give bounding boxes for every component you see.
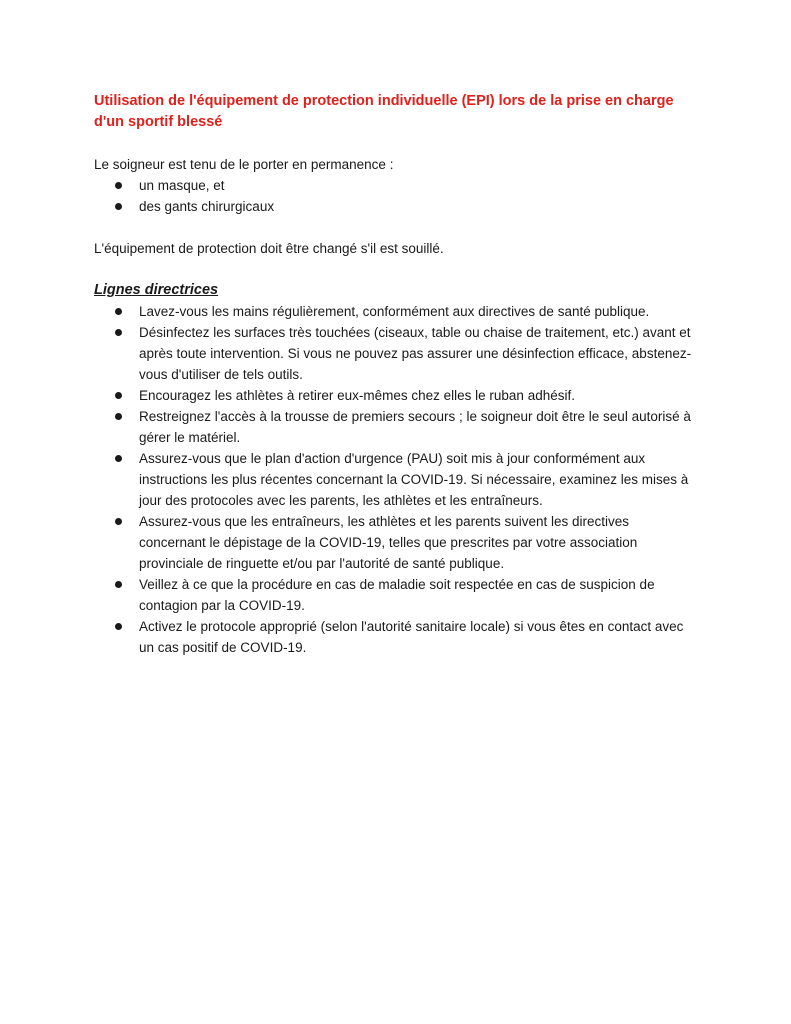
list-item xyxy=(94,385,694,406)
list-item-text: Encouragez les athlètes à retirer eux-mêmes chez elles le ruban adhésif. xyxy=(139,388,575,403)
bullet-icon xyxy=(115,203,122,210)
list-item xyxy=(94,322,694,385)
bullet-icon xyxy=(115,392,122,399)
bullet-icon xyxy=(115,518,122,525)
bullet-icon xyxy=(115,413,122,420)
intro-text: Le soigneur est tenu de le porter en permanence : xyxy=(94,157,394,172)
list-item-text: Restreignez l'accès à la trousse de premiers secours ; le soigneur doit être le seul autorisé à gérer le matériel. xyxy=(139,409,691,445)
change-note: L'équipement de protection doit être changé s'il est souillé. xyxy=(94,241,444,256)
list-item-text: Assurez-vous que le plan d'action d'urgence (PAU) soit mis à jour conformément aux instructions les plus récentes concernant la COVID-19. Si nécessaire, examinez les mises à jour des protocoles avec les parents, les athlètes et les entraîneurs. xyxy=(139,451,689,508)
list-item-text: Assurez-vous que les entraîneurs, les athlètes et les parents suivent les directives concernant le dépistage de la COVID-19, telles que prescrites par votre association provinciale de ringuette et/ou par l'autorité de santé publique. xyxy=(139,514,638,571)
guidelines-list xyxy=(94,301,694,658)
list-item xyxy=(94,301,694,322)
list-item-text: Veillez à ce que la procédure en cas de maladie soit respectée en cas de suspicion de contagion par la COVID-19. xyxy=(139,577,655,613)
list-item xyxy=(94,448,694,511)
list-item xyxy=(94,196,694,217)
bullet-icon xyxy=(115,455,122,462)
list-item-text: Désinfectez les surfaces très touchées (ciseaux, table ou chaise de traitement, etc.) avant et après toute intervention. Si vous ne pouvez pas assurer une désinfection efficace, abstenez-vous d'utiliser de tels outils. xyxy=(139,325,692,382)
bullet-icon xyxy=(115,308,122,315)
list-item xyxy=(94,511,694,574)
list-item-text: Lavez-vous les mains régulièrement, conformément aux directives de santé publique. xyxy=(139,304,650,319)
bullet-icon xyxy=(115,329,122,336)
list-item-text: Activez le protocole approprié (selon l'autorité sanitaire locale) si vous êtes en contact avec un cas positif de COVID-19. xyxy=(139,619,684,655)
list-item xyxy=(94,175,694,196)
list-item-text: des gants chirurgicaux xyxy=(139,199,275,214)
guidelines-heading: Lignes directrices xyxy=(94,282,219,298)
bullet-icon xyxy=(115,182,122,189)
bullet-icon xyxy=(115,623,122,630)
intro-list xyxy=(94,175,694,217)
list-item xyxy=(94,574,694,616)
list-item xyxy=(94,406,694,448)
bullet-icon xyxy=(115,581,122,588)
document-page xyxy=(94,91,694,658)
list-item-text: un masque, et xyxy=(139,178,225,193)
document-title: Utilisation de l'équipement de protection individuelle (EPI) lors de la prise en charge d'un sportif blessé xyxy=(94,93,674,130)
list-item xyxy=(94,616,694,658)
